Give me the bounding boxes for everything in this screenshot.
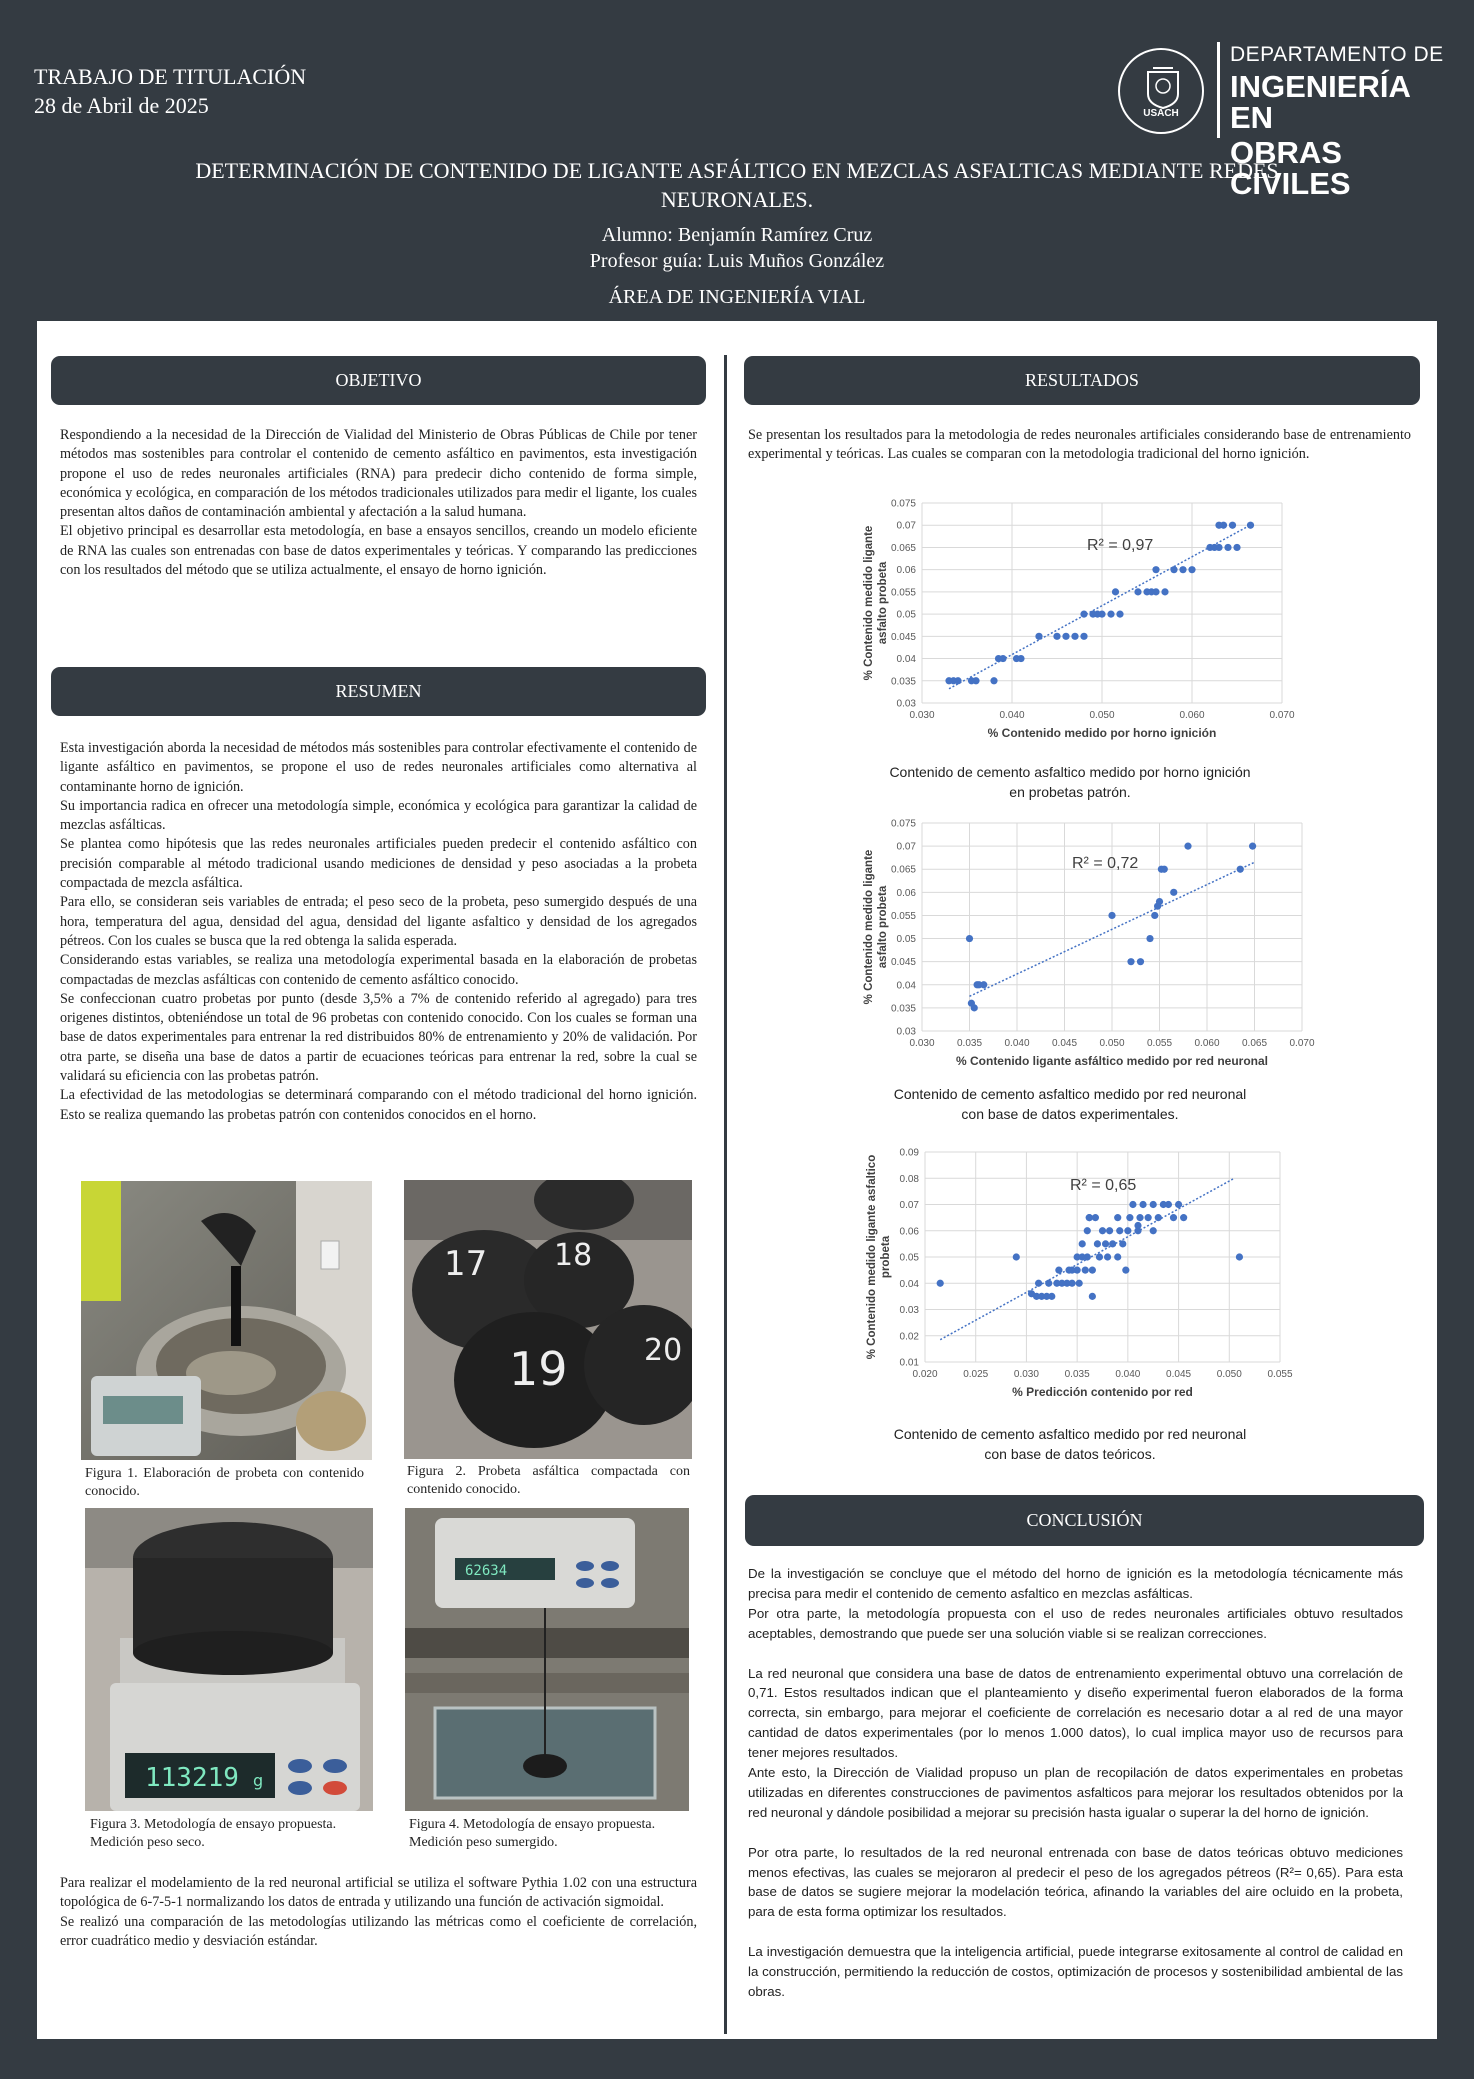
y-tick-label: 0.03 bbox=[896, 698, 916, 710]
university-seal-icon bbox=[1118, 48, 1204, 134]
data-point bbox=[1129, 1201, 1136, 1208]
scale-reading: 113219 bbox=[145, 1763, 239, 1793]
caption-line: con base de datos experimentales. bbox=[961, 1106, 1179, 1122]
x-tick-label: 0.045 bbox=[1166, 1369, 1192, 1380]
photo-submerged-weight bbox=[405, 1508, 689, 1811]
data-point bbox=[1104, 1253, 1111, 1260]
data-point bbox=[1155, 1214, 1162, 1221]
conclusion-heading: CONCLUSIÓN bbox=[745, 1495, 1424, 1546]
figure-caption: Figura 3. Metodología de ensayo propuesta. Medición peso seco. bbox=[90, 1817, 337, 1850]
photo-dry-weight bbox=[85, 1508, 373, 1811]
data-point bbox=[954, 677, 961, 684]
y-tick-label: 0.04 bbox=[896, 654, 916, 666]
conclusion-paragraph: De la investigación se concluye que el método del horno de ignición es la metodología técnicamente más precisa para medir el contenido de cemento asfaltico en mezclas asfálticas. bbox=[748, 1566, 1403, 1601]
y-tick-label: 0.07 bbox=[896, 520, 916, 532]
data-point bbox=[1068, 1267, 1075, 1274]
data-point bbox=[1116, 611, 1123, 618]
x-tick-label: 0.060 bbox=[1194, 1038, 1220, 1049]
y-axis-label-line: % Contenido medido ligante asfaltico bbox=[866, 1154, 878, 1360]
y-tick-label: 0.045 bbox=[890, 631, 916, 643]
data-point bbox=[1236, 1253, 1243, 1260]
data-point bbox=[1229, 522, 1236, 529]
x-tick-label: 0.030 bbox=[909, 710, 935, 721]
resumen-paragraph: Considerando estas variables, se realiza una metodología experimental basada en la elaboración de probetas compactadas de mezclas asfálticas con contenido de cemento asfáltico conocido. bbox=[60, 952, 697, 988]
data-point bbox=[1084, 1227, 1091, 1234]
conclusion-paragraph bbox=[748, 1644, 1403, 1664]
data-point bbox=[1096, 1253, 1103, 1260]
y-tick-label: 0.075 bbox=[890, 498, 916, 510]
caption-line: con base de datos teóricos. bbox=[984, 1446, 1156, 1462]
objetivo-text bbox=[60, 426, 697, 580]
y-tick-label: 0.04 bbox=[896, 980, 916, 992]
y-axis-label bbox=[863, 850, 889, 1005]
data-point bbox=[1126, 1214, 1133, 1221]
caption-line: en probetas patrón. bbox=[1009, 784, 1131, 800]
student-name: Alumno: Benjamín Ramírez Cruz bbox=[601, 224, 873, 246]
dept-line-2: INGENIERÍA EN bbox=[1230, 69, 1410, 135]
y-axis-label-line: probeta bbox=[880, 1235, 892, 1279]
resumen-paragraph: Su importancia radica en ofrecer una metodología simple, económica y ecológica para garantizar la calidad de mezclas asfálticas. bbox=[60, 797, 697, 834]
data-point bbox=[1098, 611, 1105, 618]
column-divider bbox=[724, 355, 727, 2034]
y-tick-label: 0.03 bbox=[896, 1026, 916, 1038]
resultados-heading: RESULTADOS bbox=[744, 356, 1420, 405]
x-tick-label: 0.025 bbox=[963, 1369, 989, 1380]
y-axis-label-line: % Contenido medido ligante bbox=[863, 525, 875, 681]
y-tick-label: 0.05 bbox=[896, 609, 916, 621]
data-point bbox=[1092, 1214, 1099, 1221]
x-tick-label: 0.055 bbox=[1267, 1369, 1293, 1380]
data-point bbox=[1139, 1201, 1146, 1208]
data-point bbox=[1068, 1280, 1075, 1287]
data-point bbox=[1224, 544, 1231, 551]
data-point bbox=[972, 677, 979, 684]
y-tick-label: 0.02 bbox=[899, 1331, 919, 1343]
data-point bbox=[1107, 611, 1114, 618]
y-tick-label: 0.09 bbox=[899, 1147, 919, 1159]
caption-line: Contenido de cemento asfaltico medido por horno ignición bbox=[889, 764, 1251, 780]
objetivo-heading: OBJETIVO bbox=[51, 356, 706, 405]
data-point bbox=[1145, 1214, 1152, 1221]
x-tick-label: 0.050 bbox=[1089, 710, 1115, 721]
data-point bbox=[1146, 935, 1153, 942]
data-point bbox=[1152, 566, 1159, 573]
y-axis-label-line: % Contenido medido ligante bbox=[863, 849, 875, 1005]
resumen-paragraph: Esta investigación aborda la necesidad de métodos más sostenibles para controlar efectivamente el contenido de ligante asfáltico en pavimentos, se propone el uso de redes neuronales artificiales como alternativa al contaminante horno de ignición. bbox=[60, 740, 697, 795]
data-point bbox=[1114, 1253, 1121, 1260]
specimen-label: 19 bbox=[509, 1342, 568, 1396]
data-point bbox=[1079, 1240, 1086, 1247]
data-point bbox=[1247, 522, 1254, 529]
x-tick-label: 0.045 bbox=[1051, 1038, 1078, 1049]
data-point bbox=[1114, 1214, 1121, 1221]
resumen-text bbox=[60, 739, 697, 1125]
r-squared-annotation: R² = 0,97 bbox=[1087, 537, 1154, 554]
data-point bbox=[1170, 1214, 1177, 1221]
x-tick-label: 0.040 bbox=[1004, 1038, 1030, 1049]
data-point bbox=[1071, 633, 1078, 640]
data-point bbox=[1136, 1214, 1143, 1221]
objetivo-paragraph: Respondiendo a la necesidad de la Dirección de Vialidad del Ministerio de Obras Públicas de Chile por tener métodos mas sostenibles para controlar el contenido de cemento asfáltico en pavimentos, esta investigación propone el uso de redes neuronales artificiales (RNA) para predecir dicho contenido de forma simple, económica y ecológica, en comparación de los métodos tradicionales utilizados para medir el ligante, los cuales presentan altos daños de contaminación ambiental y afectación a la salud humana. bbox=[60, 427, 697, 521]
x-tick-label: 0.065 bbox=[1241, 1038, 1268, 1049]
r-squared-annotation: R² = 0,65 bbox=[1070, 1177, 1137, 1194]
data-point bbox=[1124, 1227, 1131, 1234]
y-tick-label: 0.05 bbox=[899, 1252, 919, 1264]
x-tick-label: 0.035 bbox=[956, 1038, 983, 1049]
data-point bbox=[1134, 588, 1141, 595]
x-axis-label: % Contenido medido por horno ignición bbox=[987, 726, 1217, 740]
scatter-plot-svg bbox=[840, 1142, 1300, 1412]
data-point bbox=[980, 981, 987, 988]
data-point bbox=[1215, 544, 1222, 551]
y-tick-label: 0.05 bbox=[896, 934, 916, 946]
poster-authors bbox=[120, 222, 1354, 274]
data-point bbox=[1045, 1280, 1052, 1287]
resumen-paragraph: Se confeccionan cuatro probetas por punto (desde 3,5% a 7% de contenido referido al agregado) para tres origenes distintos, obteniéndose un total de 96 probetas con contenido conocido. Con los cuales se forman una base de datos experimentales para entrenar la red distribuidos 80% de entrenamiento y 20% de validación. Por otra parte, se diseña una base de datos a partir de ecuaciones teóricas para entrenar la red, sobre la cual se validará su eficiencia con las probetas patrón. bbox=[60, 990, 697, 1085]
data-point bbox=[1175, 1201, 1182, 1208]
x-tick-label: 0.040 bbox=[999, 710, 1025, 721]
caption-line: Contenido de cemento asfaltico medido por red neuronal bbox=[893, 1086, 1247, 1102]
scatter-plot-svg bbox=[840, 815, 1315, 1075]
scale-unit: g bbox=[253, 1771, 264, 1790]
data-point bbox=[1082, 1267, 1089, 1274]
data-point bbox=[966, 935, 973, 942]
conclusion-text bbox=[748, 1564, 1403, 2002]
poster-header-left bbox=[34, 62, 306, 120]
y-axis-label-line: asfalto probeta bbox=[877, 561, 889, 645]
resumen-paragraph: Se plantea como hipótesis que las redes neuronales artificiales pueden predecir el contenido asfáltico con precisión comparable al método tradicional usando mediciones de densidad y peso asociadas a la probeta compactada de mezcla asfáltica. bbox=[60, 836, 697, 892]
data-point bbox=[1062, 633, 1069, 640]
scale2-reading: 62634 bbox=[465, 1563, 508, 1579]
chart-experimental-network bbox=[840, 815, 1315, 1075]
dept-line-1: DEPARTAMENTO DE bbox=[1230, 43, 1444, 66]
x-tick-label: 0.050 bbox=[1099, 1038, 1125, 1049]
conclusion-paragraph: La red neuronal que considera una base de datos de entrenamiento experimental obtuvo una correlación de 0,71. Estos resultados indican que el planteamiento y diseño experimental fueron elaborados de la forma correcta, sin embargo, para mejorar el coeficiente de correlación es necesario dotar a al red de una mayor cantidad de datos experimentales (por lo menos 1.000 datos), lo cual implica mayor uso de recursos para tener mejores resultados. bbox=[748, 1665, 1403, 1761]
data-point bbox=[1035, 1280, 1042, 1287]
data-point bbox=[1165, 1201, 1172, 1208]
data-point bbox=[1112, 588, 1119, 595]
y-tick-label: 0.035 bbox=[890, 1003, 916, 1015]
data-point bbox=[937, 1280, 944, 1287]
data-point bbox=[1106, 1227, 1113, 1234]
conclusion-paragraph: La investigación demuestra que la inteligencia artificial, puede integrarse exitosamente al control de calidad en la construcción, permitiendo la reducción de costos, optimización de procesos y sostenibilidad ambiental de las obras. bbox=[748, 1944, 1403, 1999]
x-tick-label: 0.030 bbox=[909, 1038, 935, 1049]
y-tick-label: 0.065 bbox=[890, 542, 916, 554]
x-tick-label: 0.060 bbox=[1179, 710, 1205, 721]
specimen-label: 17 bbox=[444, 1244, 488, 1284]
specimen-label: 18 bbox=[554, 1238, 593, 1273]
data-point bbox=[1161, 588, 1168, 595]
data-point bbox=[1184, 843, 1191, 850]
chart-caption-2 bbox=[840, 1084, 1300, 1124]
x-axis-label: % Predicción contenido por red bbox=[1012, 1385, 1193, 1399]
resumen-paragraph: La efectividad de las metodologias se determinará comparando con el método tradicional del horno ignición. Esto se realiza quemando las probetas patrón con contenidos conocidos en el horno. bbox=[60, 1087, 697, 1123]
data-point bbox=[1122, 1267, 1129, 1274]
data-point bbox=[1079, 1253, 1086, 1260]
dept-line-3: OBRAS CIVILES bbox=[1230, 135, 1351, 201]
y-tick-label: 0.06 bbox=[896, 565, 916, 577]
x-axis-label: % Contenido ligante asfáltico medido por red neuronal bbox=[955, 1054, 1269, 1068]
data-point bbox=[1017, 655, 1024, 662]
data-point bbox=[1089, 1267, 1096, 1274]
scatter-plot-svg bbox=[840, 495, 1300, 755]
x-tick-label: 0.040 bbox=[1115, 1369, 1141, 1380]
data-point bbox=[1137, 958, 1144, 965]
x-tick-label: 0.070 bbox=[1289, 1038, 1315, 1049]
data-point bbox=[1179, 566, 1186, 573]
conclusion-paragraph bbox=[748, 1823, 1403, 1843]
x-tick-label: 0.050 bbox=[1216, 1369, 1242, 1380]
data-point bbox=[1099, 1227, 1106, 1234]
data-point bbox=[1233, 544, 1240, 551]
chart-theoretical-network bbox=[840, 1142, 1300, 1412]
data-point bbox=[999, 655, 1006, 662]
data-point bbox=[1035, 633, 1042, 640]
conclusion-paragraph bbox=[748, 1922, 1403, 1942]
y-tick-label: 0.08 bbox=[899, 1173, 919, 1185]
figure-caption: Figura 1. Elaboración de probeta con contenido conocido. bbox=[85, 1466, 364, 1499]
x-tick-label: 0.055 bbox=[1146, 1038, 1173, 1049]
advisor-name: Profesor guía: Luis Muños González bbox=[589, 250, 885, 272]
data-point bbox=[1188, 566, 1195, 573]
methodology-text bbox=[60, 1874, 697, 1951]
methodology-paragraph: Para realizar el modelamiento de la red neuronal artificial se utiliza el software Pythia 1.02 con una estructura topológica de 6-7-5-1 normalizando los datos de entrada y utilizando una función de activación sigmoidal. bbox=[60, 1875, 697, 1911]
data-point bbox=[1134, 1222, 1141, 1229]
data-point bbox=[990, 677, 997, 684]
objetivo-paragraph: El objetivo principal es desarrollar esta metodología, en base a ensayos sencillos, creando un modelo eficiente de RNA las cuales son entrenadas con base de datos experimentales y teóricas. Y comparando las predicciones con los resultados del método que se utiliza actualmente, el ensayo de horno ignición. bbox=[60, 523, 697, 579]
data-point bbox=[1094, 1240, 1101, 1247]
conclusion-paragraph: Ante esto, la Dirección de Vialidad propuso un plan de recopilación de datos experimentales en probetas utilizadas en diferentes construcciones de pavimentos asfalticos para mejorar los resultados obtenidos por la red neuronal y dándole posibilidad a mejorar su precisión hasta igualar o superar la del horno de ignición. bbox=[748, 1765, 1403, 1820]
x-tick-label: 0.030 bbox=[1013, 1369, 1039, 1380]
data-point bbox=[1220, 522, 1227, 529]
caption-line: Contenido de cemento asfaltico medido por red neuronal bbox=[893, 1426, 1247, 1442]
y-tick-label: 0.055 bbox=[890, 587, 916, 599]
data-point bbox=[1055, 1267, 1062, 1274]
chart-ignition-oven bbox=[840, 495, 1300, 755]
data-point bbox=[1161, 866, 1168, 873]
y-tick-label: 0.01 bbox=[899, 1357, 919, 1369]
r-squared-annotation: R² = 0,72 bbox=[1072, 855, 1139, 872]
y-axis-label-line: asfalto probeta bbox=[877, 885, 889, 969]
research-area: ÁREA DE INGENIERÍA VIAL bbox=[608, 286, 866, 308]
data-point bbox=[1170, 566, 1177, 573]
methodology-paragraph: Se realizó una comparación de las metodologías utilizando las métricas como el coeficiente de correlación, error cuadrático medio y desviación estándar. bbox=[60, 1913, 697, 1949]
data-point bbox=[1116, 1227, 1123, 1234]
y-tick-label: 0.06 bbox=[899, 1226, 919, 1238]
data-point bbox=[1080, 611, 1087, 618]
data-point bbox=[1076, 1280, 1083, 1287]
poster-date: 28 de Abril de 2025 bbox=[34, 93, 209, 118]
y-tick-label: 0.065 bbox=[890, 864, 916, 876]
y-tick-label: 0.07 bbox=[896, 841, 916, 853]
specimen-label: 20 bbox=[644, 1333, 683, 1368]
seal-text: USACH bbox=[1143, 108, 1179, 119]
figure-caption: Figura 2. Probeta asfáltica compactada con contenido conocido. bbox=[407, 1464, 690, 1497]
data-point bbox=[1102, 1240, 1109, 1247]
y-tick-label: 0.055 bbox=[890, 910, 916, 922]
conclusion-paragraph: Por otra parte, la metodología propuesta con el uso de redes neuronales artificiales obtuvo resultados aceptables, demostrando que puede ser una solución viable si se realizan correcciones. bbox=[748, 1605, 1403, 1641]
y-axis-label bbox=[863, 526, 889, 681]
photo-specimen-preparation bbox=[81, 1181, 372, 1460]
chart-caption-3 bbox=[840, 1424, 1300, 1464]
y-tick-label: 0.03 bbox=[899, 1305, 919, 1316]
x-tick-label: 0.070 bbox=[1269, 710, 1295, 721]
x-tick-label: 0.035 bbox=[1064, 1369, 1090, 1380]
data-point bbox=[1013, 1253, 1020, 1260]
data-point bbox=[1150, 1201, 1157, 1208]
y-tick-label: 0.035 bbox=[890, 676, 916, 688]
resultados-intro: Se presentan los resultados para la metodologia de redes neuronales artificiales considerando base de entrenamiento experimental y teóricas. Las cuales se comparan con la metodologia tradicional del horno ignición. bbox=[748, 427, 1411, 463]
data-point bbox=[1048, 1293, 1055, 1300]
photo-compacted-specimens bbox=[404, 1180, 692, 1459]
data-point bbox=[1109, 1240, 1116, 1247]
data-point bbox=[1249, 843, 1256, 850]
y-tick-label: 0.07 bbox=[899, 1200, 919, 1211]
chart-caption-1 bbox=[840, 762, 1300, 802]
data-point bbox=[1127, 958, 1134, 965]
data-point bbox=[1151, 912, 1158, 919]
logo-divider bbox=[1217, 42, 1220, 138]
data-point bbox=[1180, 1214, 1187, 1221]
work-type: TRABAJO DE TITULACIÓN bbox=[34, 64, 307, 89]
data-point bbox=[1119, 1240, 1126, 1247]
conclusion-paragraph: Por otra parte, lo resultados de la red neuronal entrenada con base de datos teóricas obtuvo mediciones menos efectivas, las cuales se mejoraron al predecir el peso de los agregados pétreos (R²= 0,65). Para esta base de datos se sugiere mejorar la modelación teórica, afinando la variables del aire ocluido en la probeta, para de esta forma optimizar los resultados. bbox=[748, 1844, 1403, 1920]
y-tick-label: 0.06 bbox=[896, 887, 916, 899]
data-point bbox=[1156, 898, 1163, 905]
data-point bbox=[1152, 588, 1159, 595]
data-point bbox=[1053, 633, 1060, 640]
department-logo bbox=[1118, 42, 1448, 201]
data-point bbox=[1170, 889, 1177, 896]
figure-caption: Figura 4. Metodología de ensayo propuesta. Medición peso sumergido. bbox=[409, 1817, 656, 1850]
y-tick-label: 0.04 bbox=[899, 1278, 919, 1290]
y-tick-label: 0.045 bbox=[890, 957, 916, 969]
poster-title: DETERMINACIÓN DE CONTENIDO DE LIGANTE ASFÁLTICO EN MEZCLAS ASFALTICAS MEDIANTE REDES NEURONALES. bbox=[195, 158, 1279, 212]
data-point bbox=[1089, 1293, 1096, 1300]
data-point bbox=[1150, 1227, 1157, 1234]
y-tick-label: 0.075 bbox=[890, 818, 916, 830]
data-point bbox=[1237, 866, 1244, 873]
y-axis-label bbox=[866, 1155, 892, 1359]
resumen-paragraph: Para ello, se consideran seis variables de entrada; el peso seco de la probeta, peso sumergido después de una hora, temperatura del agua, densidad del agua, densidad del ligante asfaltico y densidad de los agregados pétreos. Con los cuales se busca que la red obtenga la salida esperada. bbox=[60, 894, 697, 949]
x-tick-label: 0.020 bbox=[912, 1369, 938, 1380]
data-point bbox=[971, 1004, 978, 1011]
resumen-heading: RESUMEN bbox=[51, 667, 706, 716]
data-point bbox=[1108, 912, 1115, 919]
data-point bbox=[1080, 633, 1087, 640]
